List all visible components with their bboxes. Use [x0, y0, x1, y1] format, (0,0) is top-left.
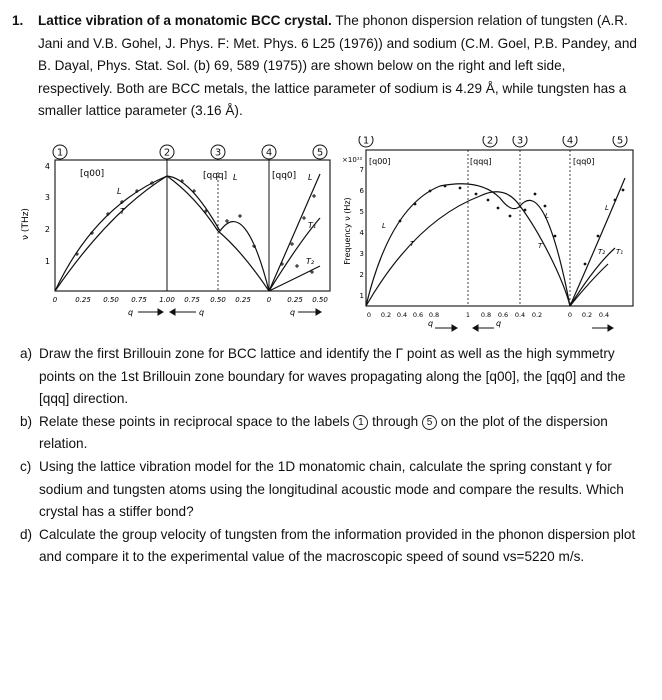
left-direction-qqq: [qqq]	[203, 171, 228, 181]
right-x-ticks	[367, 311, 609, 319]
part-d	[20, 524, 640, 569]
left-xtick: 0.25	[75, 296, 91, 304]
problem-body	[38, 10, 642, 123]
left-branch-L: L	[233, 173, 238, 182]
right-arrows	[435, 325, 613, 331]
right-circle-labels	[359, 136, 627, 147]
left-xtick: 0.25	[287, 296, 303, 304]
right-branch-T: T	[538, 242, 543, 250]
right-branch-labels	[382, 204, 623, 256]
left-ytick: 3	[44, 193, 50, 202]
right-xtick: 0.4	[396, 311, 408, 319]
right-arrow-labels	[428, 319, 501, 328]
left-direction-qq0: [qq0]	[272, 171, 297, 181]
right-circle-label-3: 3	[516, 136, 524, 147]
right-direction-q00: [q00]	[369, 157, 391, 166]
dispersion-figures	[20, 136, 645, 342]
right-ytick: 3	[359, 250, 364, 258]
right-arrow-label: q	[496, 319, 502, 328]
right-ytick: 2	[359, 271, 364, 279]
circled-label-1: 1	[353, 415, 368, 430]
right-xtick: 0	[567, 311, 573, 319]
left-curves	[55, 174, 320, 291]
circled-label-5: 5	[422, 415, 437, 430]
right-curve-qq0-L	[570, 178, 625, 306]
left-xtick: 0.75	[184, 296, 200, 304]
right-ytick: 1	[359, 292, 364, 300]
right-direction-qqq: [qqq]	[470, 157, 492, 166]
left-arrow-label: q	[199, 308, 205, 317]
left-curve-q00-T	[55, 176, 167, 291]
right-circle-label-4: 4	[566, 136, 574, 147]
right-xtick: 0.4	[598, 311, 610, 319]
left-xtick: 0.50	[312, 296, 328, 304]
left-arrow-label: q	[290, 308, 296, 317]
right-y-ticks	[360, 166, 365, 300]
problem-title: Lattice vibration of a monatomic BCC crystal.	[38, 13, 332, 28]
part-b	[20, 411, 640, 456]
left-xtick: 0.50	[210, 296, 226, 304]
left-circle-label-5: 5	[316, 147, 324, 159]
right-ytick: 7	[359, 166, 364, 174]
right-ytick: 4	[359, 229, 364, 237]
sodium-dispersion-plot	[21, 145, 330, 317]
part-text-mid: through	[368, 413, 423, 429]
part-text-after: on the plot of the dispersion relation.	[39, 413, 608, 452]
problem-intro-text: The phonon dispersion relation of tungsten (A.R. Jani and V.B. Gohel, J. Phys. F: Met. Phys. 6 L25 (1976)) and sodium (C.M. Goel, P.B. Pandey, and B. Dayal, Phys. Stat. Sol. (b) 69, 589 (1975)) are shown below on the right and left side, respectively. Both are BCC metals, the lattice parameter of sodium is 4.29 Å, while tungsten has a smaller lattice parameter (3.16 Å).	[38, 13, 637, 119]
right-circle-label-5: 5	[616, 136, 624, 147]
part-text: Draw the first Brillouin zone for BCC lattice and identify the Γ point as well as the high symmetry points on the 1st Brillouin zone boundary for waves propagating along the [q00], the [qq0] and the [qqq] direction.	[39, 346, 626, 407]
right-branch-T1: T₁	[616, 248, 624, 256]
left-branch-T1: T₁	[308, 221, 317, 230]
right-xtick: 0.8	[480, 311, 492, 319]
left-circle-labels	[53, 145, 327, 159]
right-xtick: 0.4	[514, 311, 526, 319]
part-text: Using the lattice vibration model for the 1D monatomic chain, calculate the spring constant γ for sodium and tungsten atoms using the longitudinal acoustic mode and compare the results. Which crystal has a stiffer bond?	[39, 458, 624, 520]
right-ytick: 6	[359, 187, 364, 195]
right-arrow-label: q	[428, 319, 434, 328]
left-branch-T2: T₂	[306, 257, 315, 266]
left-xtick: 0.25	[235, 296, 251, 304]
left-branch-L: L	[117, 187, 122, 196]
right-branch-L: L	[545, 212, 549, 220]
right-curve-qq0-T2	[570, 264, 608, 306]
right-xtick: 0.2	[380, 311, 392, 319]
right-branch-L: L	[605, 204, 609, 212]
right-xtick: 0.2	[581, 311, 593, 319]
right-scale-label: ×10¹²	[342, 156, 363, 164]
right-xtick: 0.6	[497, 311, 509, 319]
part-label: a)	[20, 346, 33, 361]
left-direction-q00: [q00]	[80, 169, 105, 179]
right-xtick: 0.2	[531, 311, 543, 319]
question-parts	[20, 343, 640, 569]
right-circle-label-2: 2	[486, 136, 494, 147]
left-xtick: 1.00	[159, 296, 175, 304]
left-y-ticks	[45, 162, 50, 266]
part-label: d)	[20, 526, 33, 542]
right-branch-L: L	[382, 222, 386, 230]
right-branch-T: T	[410, 240, 415, 248]
left-curve-q00-L	[55, 176, 167, 291]
part-label: c)	[20, 458, 32, 474]
left-branch-T: T	[120, 207, 125, 216]
right-plot-frame	[366, 150, 633, 306]
right-ytick: 5	[359, 208, 364, 216]
right-curves	[366, 178, 625, 306]
left-xtick: 0.50	[103, 296, 119, 304]
problem-number: 1.	[12, 13, 24, 28]
part-c	[20, 456, 640, 524]
part-label: b)	[20, 413, 33, 429]
left-xtick: 0	[266, 296, 272, 304]
left-circle-label-4: 4	[265, 147, 273, 159]
right-xtick: 0.8	[428, 311, 440, 319]
right-direction-qq0: [qq0]	[573, 157, 595, 166]
left-branch-L: L	[308, 173, 313, 182]
left-circle-label-1: 1	[56, 147, 64, 159]
problem-intro	[12, 10, 642, 123]
right-circle-label-1: 1	[362, 136, 370, 147]
part-a	[20, 343, 640, 411]
right-ylabel: Frequency ν (Hz)	[343, 197, 352, 265]
left-arrow-label: q	[128, 308, 134, 317]
left-x-ticks	[53, 296, 329, 304]
left-data-marks	[75, 179, 316, 274]
part-text-before: Relate these points in reciprocal space to the labels	[39, 413, 354, 429]
right-branch-T2: T₂	[598, 248, 606, 256]
right-xtick: 1	[465, 311, 471, 319]
left-ytick: 1	[44, 257, 50, 266]
part-text: Calculate the group velocity of tungsten from the information provided in the phonon dispersion plot and compare it to the experimental value of the macroscopic speed of sound vs=5220 m/s.	[39, 526, 636, 565]
left-ylabel: ν (THz)	[21, 208, 31, 240]
left-xtick: 0.75	[131, 296, 147, 304]
left-circle-label-3: 3	[214, 147, 222, 159]
left-ytick: 2	[44, 225, 50, 234]
tungsten-dispersion-plot	[342, 136, 633, 331]
left-xtick: 0	[52, 296, 58, 304]
right-xtick: 0.6	[412, 311, 424, 319]
right-xtick: 0	[366, 311, 372, 319]
left-circle-label-2: 2	[163, 147, 171, 159]
left-ytick: 4	[44, 162, 50, 171]
